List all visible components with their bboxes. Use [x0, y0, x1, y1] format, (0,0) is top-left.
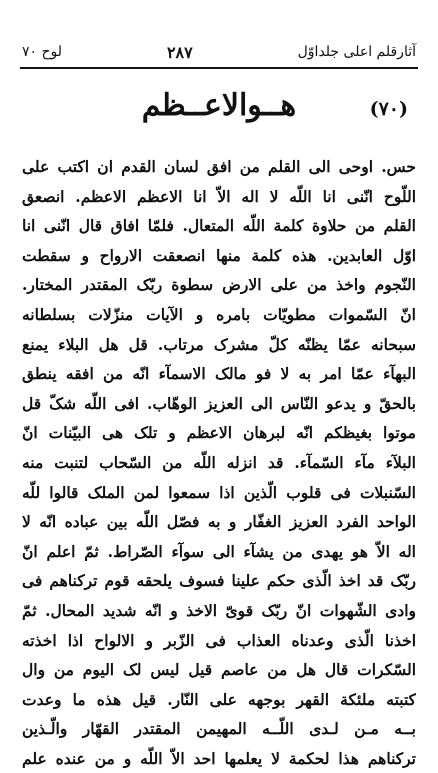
text-line: حس. اوحی الی القلم من افق لسان القدم ان اکتب علی — [22, 157, 416, 176]
text-line: سبحانه عمّا یظنّه کلّ مشرک مرتاب. قل هل البلاء یمنع — [22, 334, 416, 354]
text-line: ترکناهم هذا لحکمة لا یعلمها احد الاّ اللّه و من عنده علم — [22, 748, 416, 768]
text-line: البلآء مآء السّمآء. قد انزله اللّه من السّحاب لتنبت منه — [22, 452, 416, 472]
book-title: آثارقلم اعلی جلداوّل — [297, 44, 416, 60]
tablet-label: لوح ۷۰ — [22, 44, 63, 60]
text-line: النّجوم واخذ من علی الارض سطوة ربّک المقتدر المختار. — [22, 275, 416, 295]
page-number: ۲۸۷ — [166, 42, 193, 62]
text-line: انّ السّموات مطویّات بامره و الآیات منزّلات بسلطانه — [22, 304, 416, 324]
text-line: اوّل العابدین. هذه کلمة منها انصعقت الارواح و سقطت — [22, 245, 416, 265]
text-line: القلم من حلاوة کلمة اللّه المتعال. فلمّا افاق قال انّنی انا — [22, 216, 416, 236]
text-line: اللّوح انّنی انا اللّه لا اله الاّ انا الاعظم الاعظم. انصعق — [22, 186, 416, 206]
header-divider — [20, 67, 418, 69]
text-line: اخذنا الّذی وعدناه العذاب فی الزّبر و الالواح اذا اخذته — [22, 630, 416, 650]
text-line: کتبته ملئکة القهر بوجهه علی النّار. قیل هذه ما وعدت — [22, 689, 416, 709]
tablet-title: هــوالاعــظم — [141, 88, 297, 123]
running-header — [22, 40, 416, 64]
tablet-number: (۷۰) — [369, 98, 408, 120]
text-line: ربّک قد اخذ الّذی حکم علینا فسوف یلحقه قوم ترکناهم فی — [22, 571, 416, 591]
tablet-body — [22, 152, 416, 773]
text-line: بــه مـن لـدی اللّــه المهیمن المقتدر القهّار والّـذین — [22, 719, 416, 739]
text-line: بالحقّ و یدعو النّاس الی العزیز الوهّاب. افی اللّه شکّ قل — [22, 393, 416, 413]
text-line: السّکرات قال هل من عاصم قیل لیس لک الیوم من وال — [22, 660, 416, 680]
text-line: البهآء عمّا امر به لا فو مالک الاسمآء انّه من افقه ینطق — [22, 364, 416, 384]
text-line: اله الاّ هو یهدی من یشآء الی سوآء الصّراط. ثمّ اعلم انّ — [22, 541, 416, 561]
text-line: موتوا بغیظکم انّه لبرهان الاعظم و تلک هی البیّنات انّ — [22, 423, 416, 443]
tablet-heading — [20, 88, 418, 134]
text-line: السّنبلات فی قلوب الّذین اذا سمعوا لمن الملک قالوا للّه — [22, 482, 416, 502]
text-line: وادی الشّهوات انّ ربّک قویّ الاخذ و انّه شدید المحال. ثمّ — [22, 600, 416, 620]
text-line: الواحد الفرد العزیز الغفّار و به فصّل اللّه بین عباده انّه لا — [22, 512, 416, 532]
